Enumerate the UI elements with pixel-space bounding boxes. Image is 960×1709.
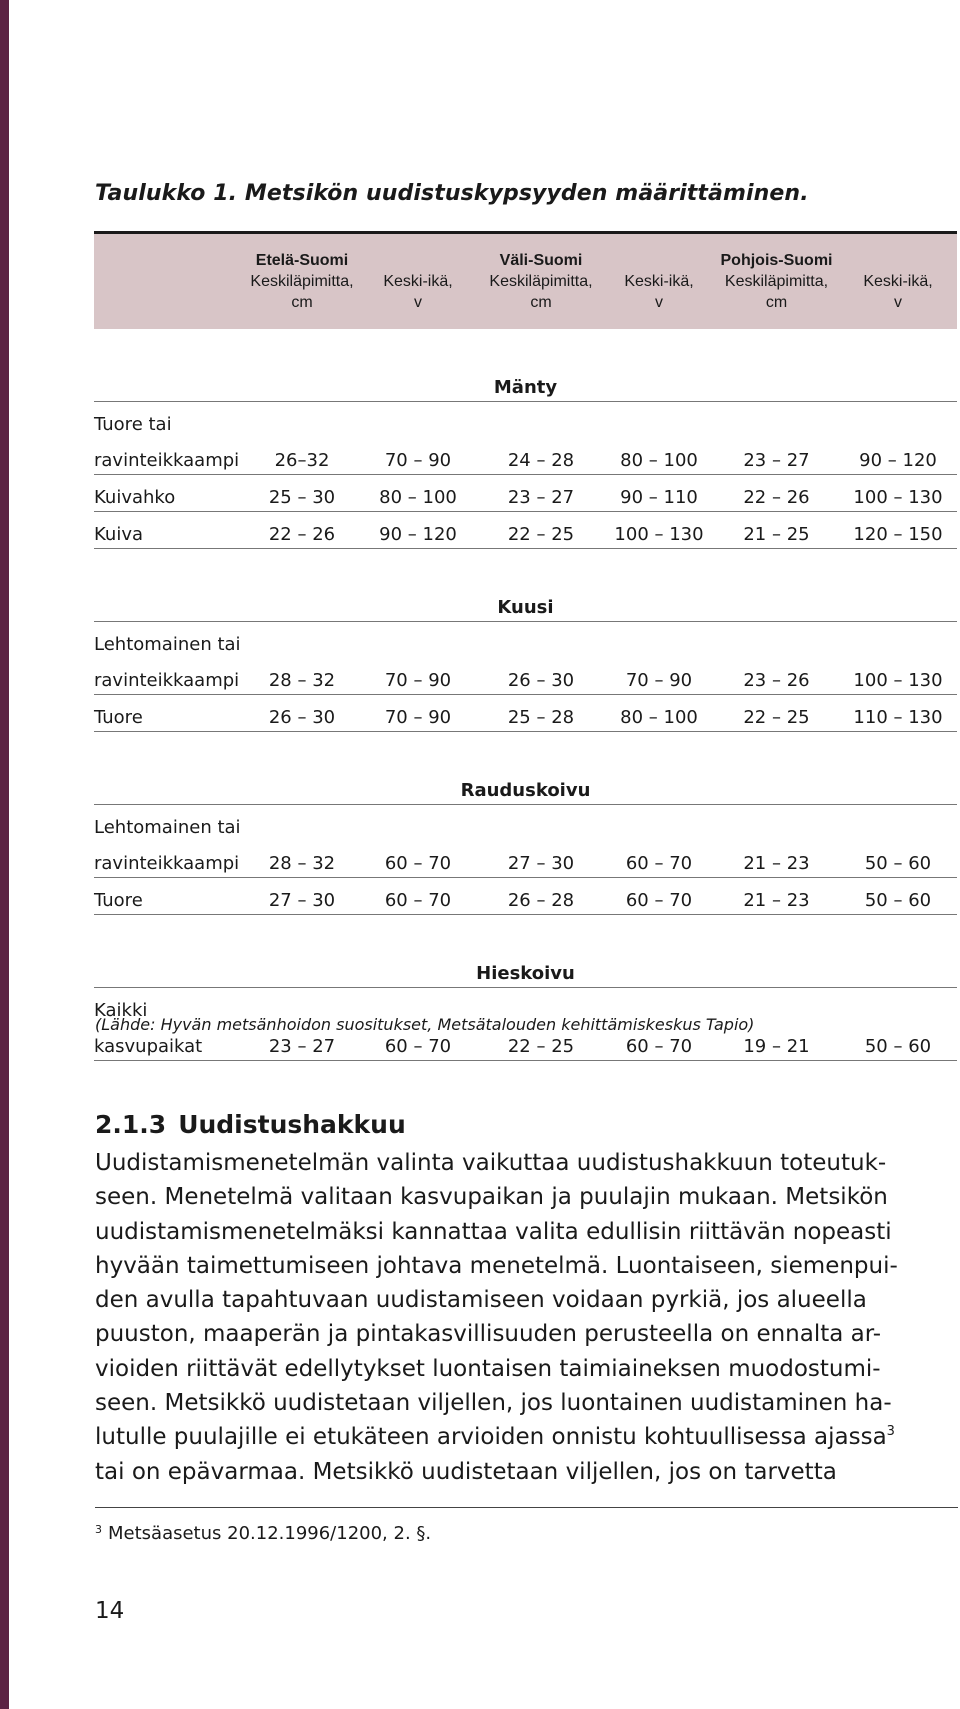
body-line: den avulla tapahtuvaan uudistamiseen voidaan pyrkiä, jos alueella [95,1287,867,1314]
age-value: 80 – 100 [604,695,714,732]
header-diameter-cell [246,233,358,330]
diameter-value: 26 – 28 [478,878,604,915]
diameter-value: 21 – 23 [714,878,839,915]
species-row [94,585,957,622]
section-number: 2.1.3 [95,1110,167,1139]
age-value: 90 – 110 [604,475,714,512]
row-label-continuation [94,805,957,842]
diameter-value: 23 – 27 [246,1024,358,1061]
row-label: Kuivahko [94,475,246,512]
age-value: 60 – 70 [604,841,714,878]
diameter-value: 24 – 28 [478,438,604,475]
age-unit: v [655,294,663,311]
age-value: 100 – 130 [839,658,957,695]
species-name: Kuusi [94,585,957,622]
age-unit: v [894,294,902,311]
age-value: 90 – 120 [358,512,478,549]
diameter-value: 26 – 30 [246,695,358,732]
diameter-value: 23 – 26 [714,658,839,695]
diameter-value: 22 – 25 [478,1024,604,1061]
age-value: 110 – 130 [839,695,957,732]
diameter-value: 22 – 25 [478,512,604,549]
species-name: Mänty [94,365,957,402]
row-label-line: Kaikki [94,1000,148,1021]
table-row [94,512,957,549]
group-spacer [94,732,957,769]
age-value: 100 – 130 [604,512,714,549]
footnote-text: Metsäasetus 20.12.1996/1200, 2. §. [108,1523,432,1544]
table-row [94,878,957,915]
diameter-value: 26 – 30 [478,658,604,695]
diameter-value: 25 – 30 [246,475,358,512]
diameter-value: 27 – 30 [246,878,358,915]
row-label-line: Lehtomainen tai [94,634,241,655]
age-value: 60 – 70 [358,878,478,915]
region-spacer [839,250,957,271]
region-name: Pohjois-Suomi [720,252,833,269]
diameter-label: Keskiläpimitta, [250,273,354,290]
age-value: 120 – 150 [839,512,957,549]
row-label: ravinteikkaampi [94,658,246,695]
species-row [94,365,957,402]
section-heading [95,1110,418,1139]
diameter-value: 27 – 30 [478,841,604,878]
row-label-line: Tuore tai [94,414,172,435]
body-line: uudistamismenetelmäksi kannattaa valita edullisin riittävän nopeasti [95,1218,892,1245]
body-line: Uudistamismenetelmän valinta vaikuttaa uudistushakkuun toteutuk- [95,1150,887,1176]
header-diameter-cell [478,233,604,330]
header-age-cell [604,233,714,330]
region-spacer [604,250,714,271]
row-label: ravinteikkaampi [94,438,246,475]
diameter-value: 28 – 32 [246,841,358,878]
row-label: Kuiva [94,512,246,549]
body-line: tai on epävarmaa. Metsikkö uudistetaan viljellen, jos on tarvetta [95,1458,837,1485]
body-paragraph [95,1146,945,1489]
age-value: 50 – 60 [839,1024,957,1061]
region-name: Väli-Suomi [499,252,583,269]
age-value: 60 – 70 [604,878,714,915]
age-value: 50 – 60 [839,841,957,878]
footnote-reference: 3 [886,1424,895,1440]
row-label-continuation [94,622,957,659]
age-value: 90 – 120 [839,438,957,475]
header-age-cell [358,233,478,330]
diameter-value: 19 – 21 [714,1024,839,1061]
region-name: Etelä-Suomi [255,252,349,269]
table-source: (Lähde: Hyvän metsänhoidon suositukset, Metsätalouden kehittämiskeskus Tapio) [95,1015,755,1034]
page-number: 14 [95,1598,125,1624]
diameter-label: Keskiläpimitta, [724,273,829,290]
age-label: Keski-ikä, [624,273,694,290]
body-line: seen. Metsikkö uudistetaan viljellen, jos luontainen uudistaminen ha- [95,1390,892,1417]
diameter-value: 23 – 27 [478,475,604,512]
age-value: 70 – 90 [358,438,478,475]
age-value: 70 – 90 [358,658,478,695]
diameter-label: Keskiläpimitta, [489,273,593,290]
table-header-row [94,233,957,330]
diameter-value: 21 – 25 [714,512,839,549]
row-label: ravinteikkaampi [94,841,246,878]
maturity-table [94,231,957,1061]
table-row [94,658,957,695]
table-row [94,475,957,512]
table-row [94,841,957,878]
header-empty-cell [94,233,246,330]
age-label: Keski-ikä, [863,273,933,290]
body-line: vioiden riittävät edellytykset luontaisen taimiaineksen muodostumi- [95,1355,881,1382]
diameter-value: 26–32 [246,438,358,475]
diameter-value: 23 – 27 [714,438,839,475]
age-value: 70 – 90 [358,695,478,732]
body-line: lutulle puulajille ei etukäteen arvioiden onnistu kohtuullisessa ajassa$^3$ [95,1424,895,1451]
age-value: 80 – 100 [604,438,714,475]
table-row [94,695,957,732]
group-spacer [94,549,957,586]
body-line: seen. Menetelmä valitaan kasvupaikan ja puulajin mukaan. Metsikön [95,1184,888,1211]
age-value: 60 – 70 [358,1024,478,1061]
diameter-value: 22 – 25 [714,695,839,732]
row-label: Tuore [94,695,246,732]
age-unit: v [414,294,422,311]
diameter-value: 28 – 32 [246,658,358,695]
diameter-value: 22 – 26 [714,475,839,512]
diameter-unit: cm [765,294,788,311]
diameter-value: 22 – 26 [246,512,358,549]
region-spacer [358,250,478,271]
age-label: Keski-ikä, [383,273,453,290]
species-row [94,951,957,988]
footnote-marker: 3 [95,1523,102,1536]
diameter-value: 21 – 23 [714,841,839,878]
age-value: 100 – 130 [839,475,957,512]
body-line: hyvään taimettumiseen johtava menetelmä. Luontaiseen, siemenpui- [95,1252,898,1279]
footnote-divider [95,1507,958,1508]
row-label-line: Lehtomainen tai [94,817,241,838]
group-spacer [94,329,957,365]
diameter-unit: cm [291,294,313,311]
page-edge-bar [0,0,9,1709]
diameter-unit: cm [530,294,552,311]
body-line: puuston, maaperän ja pintakasvillisuuden perusteella on ennalta ar- [95,1321,882,1348]
table-row [94,438,957,475]
species-row [94,768,957,805]
age-value: 60 – 70 [604,1024,714,1061]
section-title: Uudistushakkuu [178,1110,406,1139]
header-diameter-cell [714,233,839,330]
row-label: kasvupaikat [94,1024,246,1061]
age-value: 70 – 90 [604,658,714,695]
age-value: 50 – 60 [839,878,957,915]
header-age-cell [839,233,957,330]
group-spacer [94,915,957,952]
row-label: Tuore [94,878,246,915]
species-name: Hieskoivu [94,951,957,988]
age-value: 80 – 100 [358,475,478,512]
diameter-value: 25 – 28 [478,695,604,732]
row-label-continuation [94,402,957,439]
species-name: Rauduskoivu [94,768,957,805]
age-value: 60 – 70 [358,841,478,878]
footnote [95,1523,431,1544]
table-caption: Taulukko 1. Metsikön uudistuskypsyyden määrittäminen. [95,181,809,206]
